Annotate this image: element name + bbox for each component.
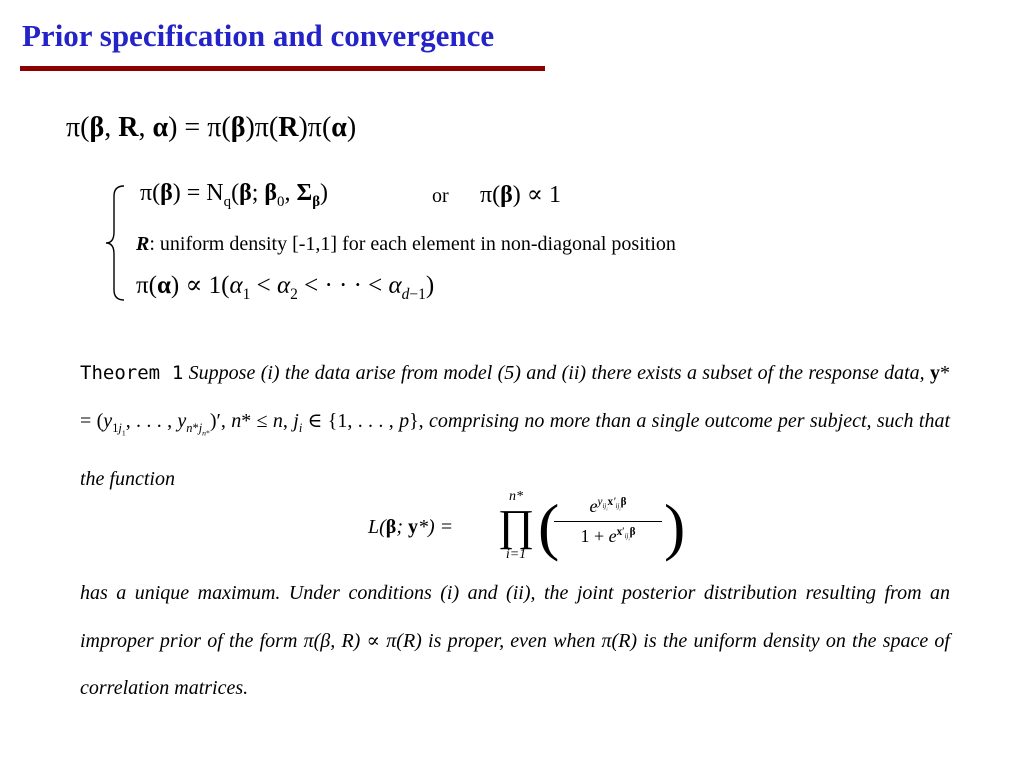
r-symbol: R	[136, 233, 150, 255]
theorem-text-a: Suppose (i) the data arise from model (5) and (ii) there exists a subset of the response data,	[188, 362, 925, 384]
likelihood-lhs: L(β; y*) =	[368, 516, 454, 538]
alpha-prior: $\pi(\alpha) \propto 1(\alpha_1 < \alpha_2$ < · · · < $\alpha_{d-1}$)	[136, 272, 435, 303]
or-label: or	[432, 185, 449, 207]
right-paren: )	[664, 491, 686, 562]
joint-prior-equation	[66, 112, 356, 144]
r-prior-description: : uniform density [-1,1] for each element in non-diagonal position	[149, 233, 676, 255]
joint-prior-equation-text: π(β, R, α) = π(β)π(R)π(α)	[66, 112, 357, 143]
theorem-text-b: comprising no more than a single outcome per subject, such that the function	[80, 409, 950, 491]
likelihood-fraction: $e^{y_{ij_i}x'_{ij_i}\beta}$ $1 + e^{x'_{ij_i}\beta}$	[554, 496, 662, 547]
theorem-label: Theorem 1	[80, 362, 184, 384]
title-underline	[20, 66, 545, 71]
beta-flat-prior: π(β) ∝ 1	[480, 182, 561, 208]
theorem-math-y: $y* = (y_{1j_1}$, . . . , $y_{n*j_{n*}})'$, n* ≤ n, $j_i$ ∈ {1, . . . , p},	[80, 362, 950, 437]
beta-normal-prior: $\pi(\beta) = N_q(\beta$; $\beta_0$, $\Sigma_\beta$)	[140, 180, 329, 210]
theorem-conclusion: has a unique maximum. Under conditions (i) and (ii), the joint posterior distribution resulting from an improper prior of the form π(β, R) ∝ π(R) is proper, even when π(R) is the uniform density on the space of correlation matrices.	[80, 582, 950, 699]
slide-title: Prior specification and convergence	[22, 18, 495, 53]
left-paren: (	[538, 491, 560, 562]
product-operator: n* ∏ i=1	[497, 489, 535, 562]
left-brace-icon	[104, 184, 128, 302]
r-prior-line	[136, 233, 676, 256]
theorem-block	[80, 350, 950, 504]
